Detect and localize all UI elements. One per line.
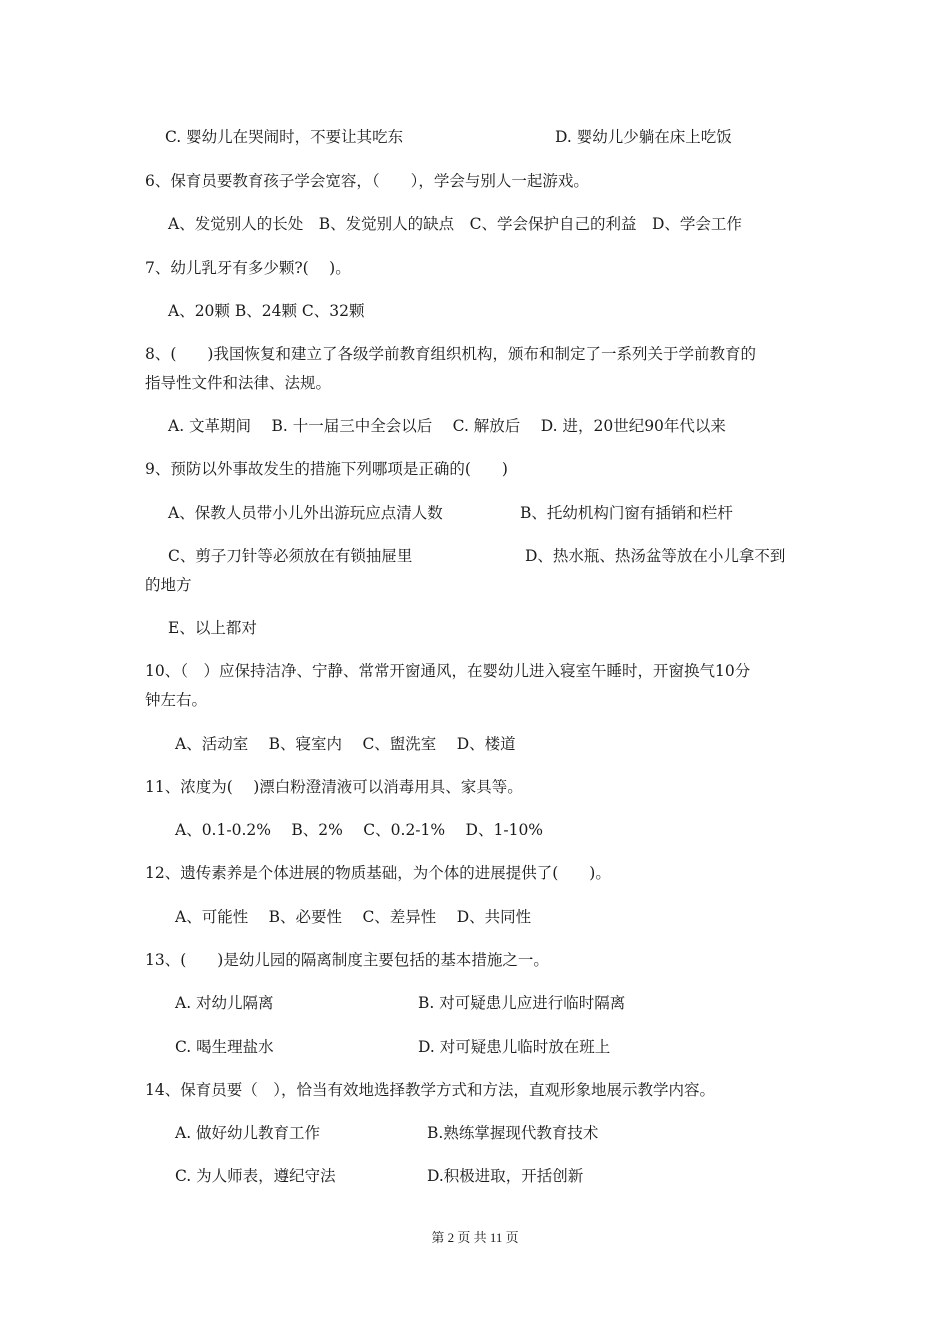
q14-option-a: A. 做好幼儿教育工作: [175, 1124, 321, 1142]
q14-stem: 14、保育员要（ ），恰当有效地选择教学方式和方法，直观形象地展示教学内容。: [145, 1081, 715, 1099]
q9-option-c: C、剪子刀针等必须放在有锁抽屉里: [168, 547, 413, 565]
q9-option-a: A、保教人员带小儿外出游玩应点清人数: [168, 504, 443, 522]
q8-stem-line1: 8、( )我国恢复和建立了各级学前教育组织机构，颁布和制定了一系列关于学前教育的: [145, 345, 756, 363]
q13-option-b: B. 对可疑患儿应进行临时隔离: [418, 994, 626, 1012]
q5-option-c: C. 婴幼儿在哭闹时，不要让其吃东: [165, 128, 404, 146]
q11-options: A、0.1-0.2% B、2% C、0.2-1% D、1-10%: [175, 821, 544, 839]
q10-stem-line2: 钟左右。: [145, 691, 208, 709]
q12-options: A、可能性 B、必要性 C、差异性 D、共同性: [175, 908, 532, 926]
q14-option-d: D.积极进取，开括创新: [427, 1167, 584, 1185]
q7-stem: 7、幼儿乳牙有多少颗?( )。: [145, 259, 351, 277]
q8-options: A. 文革期间 B. 十一届三中全会以后 C. 解放后 D. 进，20世纪90年代以来: [168, 417, 726, 435]
q9-option-d-cont: 的地方: [145, 576, 192, 594]
q13-option-a: A. 对幼儿隔离: [175, 994, 274, 1012]
q7-options: A、20颗 B、24颗 C、32颗: [168, 302, 365, 320]
q12-stem: 12、遗传素养是个体进展的物质基础，为个体的进展提供了( )。: [145, 864, 611, 882]
q9-option-d: D、热水瓶、热汤盆等放在小儿拿不到: [525, 547, 786, 565]
q13-option-d: D. 对可疑患儿临时放在班上: [418, 1038, 611, 1056]
q10-stem-line1: 10、（ ）应保持洁净、宁静、常常开窗通风，在婴幼儿进入寝室午睡时，开窗换气10分: [145, 662, 751, 680]
q11-stem: 11、浓度为( )漂白粉澄清液可以消毒用具、家具等。: [145, 778, 523, 796]
q13-option-c: C. 喝生理盐水: [175, 1038, 274, 1056]
q14-option-c: C. 为人师表，遵纪守法: [175, 1167, 336, 1185]
q9-option-b: B、托幼机构门窗有插销和栏杆: [520, 504, 733, 522]
q6-stem: 6、保育员要教育孩子学会宽容，（ ），学会与别人一起游戏。: [145, 172, 589, 190]
q13-stem: 13、( )是幼儿园的隔离制度主要包括的基本措施之一。: [145, 951, 549, 969]
page-number-footer: 第 2 页 共 11 页: [431, 1230, 519, 1245]
q10-options: A、活动室 B、寝室内 C、盥洗室 D、楼道: [175, 735, 516, 753]
q9-option-e: E、以上都对: [168, 619, 257, 637]
q8-stem-line2: 指导性文件和法律、法规。: [145, 374, 332, 392]
q9-stem: 9、预防以外事故发生的措施下列哪项是正确的( ): [145, 460, 508, 478]
q6-options: A、发觉别人的长处 B、发觉别人的缺点 C、学会保护自己的利益 D、学会工作: [168, 215, 742, 233]
q14-option-b: B.熟练掌握现代教育技术: [427, 1124, 599, 1142]
q5-option-d: D. 婴幼儿少躺在床上吃饭: [555, 128, 732, 146]
